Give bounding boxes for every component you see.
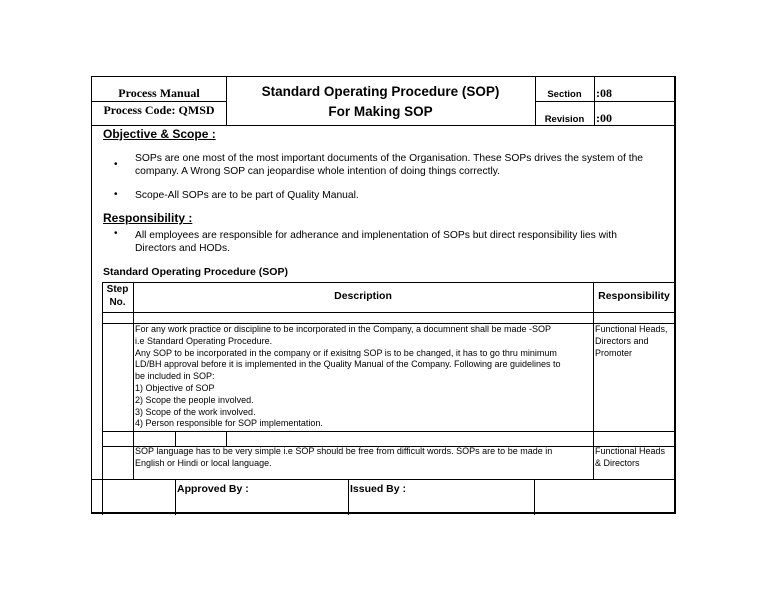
process-code-label: Process Code: QMSD xyxy=(103,103,215,117)
table-header-bottom xyxy=(102,312,675,313)
table-vline-left xyxy=(102,282,103,515)
table-border-top xyxy=(102,282,675,283)
document-title-line1: Standard Operating Procedure (SOP) xyxy=(261,84,500,99)
footer-vline xyxy=(175,479,176,515)
header-left-divider xyxy=(92,101,226,102)
objective-scope-heading: Objective & Scope : xyxy=(103,127,216,141)
row2-description-line: SOP language has to be very simple i.e SOP should be free from difficult words. SOPs are to be made in xyxy=(135,446,553,456)
row2-description xyxy=(135,446,593,470)
revision-label: Revision xyxy=(544,114,585,125)
approved-by-label: Approved By : xyxy=(177,483,249,495)
row2-description-line: English or Hindi or local language. xyxy=(135,457,272,468)
row1-responsibility-line: Promoter xyxy=(595,347,633,358)
sop-document xyxy=(91,76,676,514)
process-manual-label: Process Manual xyxy=(118,86,200,100)
row1-description-line: 4) Person responsible for SOP implementation. xyxy=(135,418,323,429)
column-header-description: Description xyxy=(334,290,392,302)
sop-table-title: Standard Operating Procedure (SOP) xyxy=(103,266,288,278)
responsibility-bullet1-line2: Directors and HODs. xyxy=(135,243,230,254)
bullet-icon: • xyxy=(114,159,118,170)
row1-responsibility xyxy=(595,324,675,359)
document-title-line2: For Making SOP xyxy=(328,104,433,119)
row1-description-line: 2) Scope the people involved. xyxy=(135,394,254,405)
footer-vline xyxy=(534,479,535,515)
bullet-icon: • xyxy=(114,189,118,200)
issued-by-label: Issued By : xyxy=(350,483,407,495)
row1-responsibility-line: Functional Heads, xyxy=(595,324,668,334)
table-vline-step xyxy=(133,282,134,479)
footer-vline xyxy=(348,479,349,515)
section-label: Section xyxy=(547,89,582,100)
header-bottom-border xyxy=(92,125,675,126)
row1-description-line: be included in SOP: xyxy=(135,371,215,382)
row1-description-line: 1) Objective of SOP xyxy=(135,382,215,393)
row1-responsibility-line: Directors and xyxy=(595,335,649,346)
column-header-step xyxy=(102,283,133,309)
table-vline-small xyxy=(226,431,227,446)
row1-description-line: i.e Standard Operating Procedure. xyxy=(135,335,273,346)
column-header-step-line2: No. xyxy=(109,297,126,308)
header-right-divider xyxy=(535,101,675,102)
row2-responsibility xyxy=(595,446,675,470)
section-value: :08 xyxy=(596,86,612,100)
bullet-icon: • xyxy=(114,228,118,239)
row1-description xyxy=(135,324,593,430)
table-vline-desc xyxy=(593,282,594,479)
row1-description-line: LD/BH approval before it is implemented in the Quality Manual of the Company. Following are guidelines to xyxy=(135,359,561,370)
responsibility-bullet1-line1: All employees are responsible for adherance and implenentation of SOPs but direct responsibility lies with xyxy=(135,230,617,241)
objective-bullet1-line2: company. A Wrong SOP can jeopardise whole intention of doing things correctly. xyxy=(135,166,500,177)
row1-description-line: 3) Scope of the work involved. xyxy=(135,406,256,417)
column-header-step-line1: Step xyxy=(106,284,129,295)
table-row-divider xyxy=(92,479,675,480)
revision-value: :00 xyxy=(596,111,612,125)
responsibility-heading: Responsibility : xyxy=(103,211,193,225)
row1-description-line: Any SOP to be incorporated in the company or if exisitng SOP is to be changed, it has to go thru minimum xyxy=(135,347,557,358)
objective-bullet1-line1: SOPs are one most of the most important documents of the Organisation. These SOPs drives the system of the xyxy=(135,153,644,164)
column-header-responsibility: Responsibility xyxy=(598,290,670,302)
row2-responsibility-line: & Directors xyxy=(595,457,640,468)
objective-bullet2: Scope-All SOPs are to be part of Quality Manual. xyxy=(135,190,359,201)
row2-responsibility-line: Functional Heads xyxy=(595,446,666,456)
row1-description-line: For any work practice or discipline to be incorporated in the Company, a documnent shall be made -SOP xyxy=(135,324,552,334)
table-vline-small xyxy=(175,431,176,446)
table-row-divider xyxy=(102,431,675,432)
